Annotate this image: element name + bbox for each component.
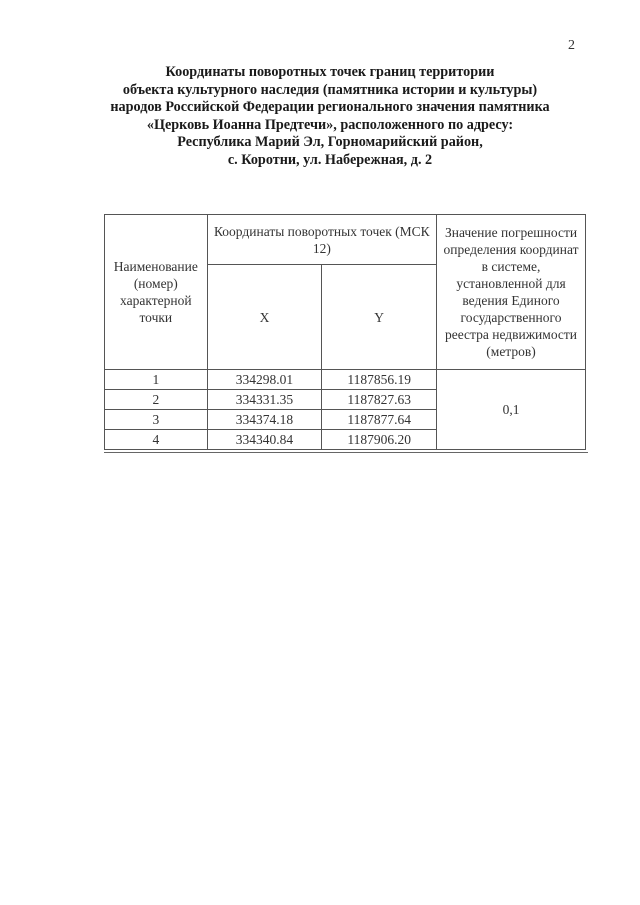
title-line: Республика Марий Эл, Горномарийский район, [177,134,483,150]
x-header: X [207,265,322,370]
title-line: Координаты поворотных точек границ территории [165,64,495,80]
y-value: 1187856.19 [322,370,437,390]
point-number: 2 [105,390,208,410]
title-line: объекта культурного наследия (памятника истории и культуры) [122,81,538,98]
x-value: 334331.35 [207,390,322,410]
document-title [60,64,600,169]
x-value: 334374.18 [207,410,322,430]
y-value: 1187827.63 [322,390,437,410]
point-number: 3 [105,410,208,430]
x-value: 334298.01 [207,370,322,390]
accuracy-header: Значение погрешности определения координат в системе, установленной для ведения Единого государственного реестра недвижимости (метров) [437,215,586,370]
point-number: 4 [105,430,208,450]
y-value: 1187906.20 [322,430,437,450]
accuracy-value: 0,1 [437,370,586,450]
y-value: 1187877.64 [322,410,437,430]
coordinates-header: Координаты поворотных точек (МСК 12) [207,215,436,265]
title-line: с. Коротни, ул. Набережная, д. 2 [227,151,433,168]
table-bottom-rule [104,452,588,453]
table-row [105,370,586,390]
coordinates-table [104,214,586,450]
page-number: 2 [568,38,575,53]
title-line: «Церковь Иоанна Предтечи», расположенного по адресу: [146,116,514,133]
title-line: народов Российской Федерации регионального значения памятника [110,99,550,115]
table-header-row [105,215,586,265]
x-value: 334340.84 [207,430,322,450]
point-number: 1 [105,370,208,390]
y-header: Y [322,265,437,370]
point-name-header: Наименование (номер) характерной точки [105,215,208,370]
